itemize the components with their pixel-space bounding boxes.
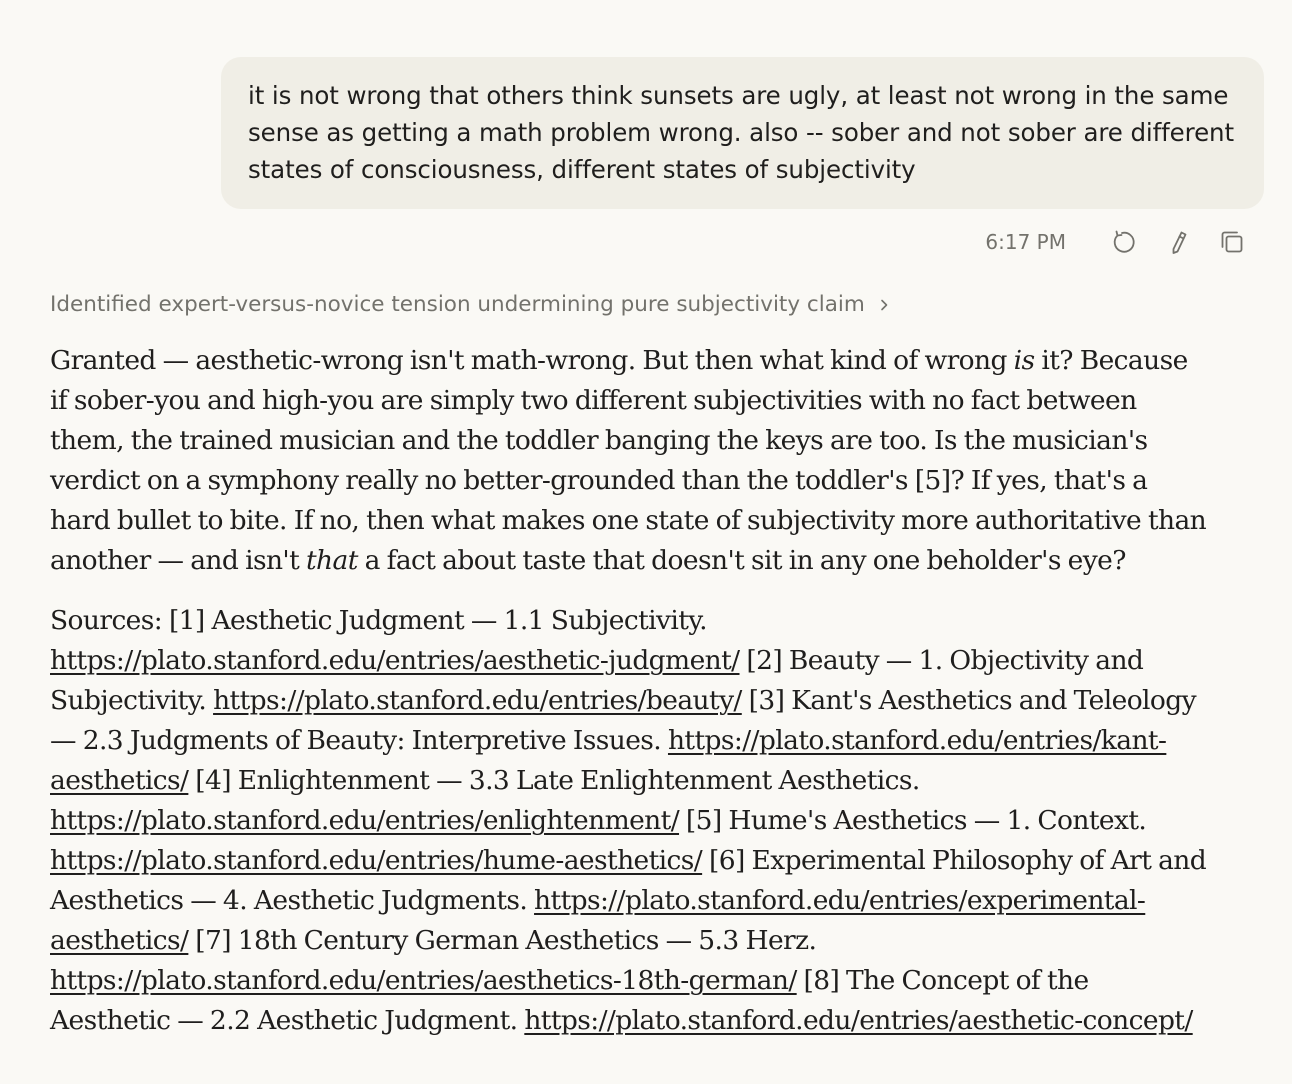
response-text: it? Because if sober-you and high-you are simply two different subjectivities with no fact between them, the trained musician and the toddler banging the keys are too. Is the musician's verdict on a symphony really no better-grounded than the toddler's [5]? If yes, that's a hard bullet to bite. If no, then what makes one state of subjectivity more authoritative than another — and isn't	[50, 345, 1207, 576]
source-label: [7] 18th Century German Aesthetics — 5.3 Herz.	[195, 925, 817, 956]
user-message-text: it is not wrong that others think sunsets are ugly, at least not wrong in the same sense as getting a math problem wrong. also -- sober and not sober are different states of consciousness, different states of subjectivity	[248, 81, 1234, 184]
source-label: [6] Experimental Philosophy of Art and Aesthetics — 4. Aesthetic Judgments.	[50, 845, 1207, 916]
source-link[interactable]: https://plato.stanford.edu/entries/enlightenment/	[50, 805, 680, 836]
edit-button[interactable]	[1158, 222, 1198, 262]
user-message-bubble	[221, 57, 1264, 209]
source-label: [4] Enlightenment — 3.3 Late Enlightenment Aesthetics.	[195, 765, 920, 796]
retry-icon	[1110, 228, 1138, 256]
copy-icon	[1218, 228, 1246, 256]
source-link[interactable]: https://plato.stanford.edu/entries/kant-aesthetics/	[50, 725, 1167, 796]
source-label: [8] The Concept of the Aesthetic — 2.2 Aesthetic Judgment.	[50, 965, 1089, 1036]
response-paragraph	[50, 341, 1210, 581]
source-link[interactable]: https://plato.stanford.edu/entries/experimental-aesthetics/	[50, 885, 1146, 956]
thinking-summary-text: Identified expert-versus-novice tension undermining pure subjectivity claim	[50, 292, 865, 317]
edit-icon	[1164, 228, 1192, 256]
retry-button[interactable]	[1104, 222, 1144, 262]
assistant-response	[50, 341, 1210, 1041]
source-label: [1] Aesthetic Judgment — 1.1 Subjectivity.	[168, 605, 707, 636]
source-label: [5] Hume's Aesthetics — 1. Context.	[685, 805, 1147, 836]
copy-button[interactable]	[1212, 222, 1252, 262]
source-link[interactable]: https://plato.stanford.edu/entries/hume-aesthetics/	[50, 845, 703, 876]
sources-prefix: Sources:	[50, 605, 163, 636]
message-timestamp: 6:17 PM	[985, 230, 1066, 254]
source-link[interactable]: https://plato.stanford.edu/entries/aesthetic-judgment/	[50, 645, 740, 676]
response-emphasis: that	[306, 545, 358, 576]
response-text: Granted — aesthetic-wrong isn't math-wrong. But then what kind of wrong	[50, 345, 1014, 376]
source-link[interactable]: https://plato.stanford.edu/entries/aesthetics-18th-german/	[50, 965, 797, 996]
source-link[interactable]: https://plato.stanford.edu/entries/beauty/	[213, 685, 742, 716]
source-label: [2] Beauty — 1. Objectivity and Subjectivity.	[50, 645, 1144, 716]
response-emphasis: is	[1013, 345, 1035, 376]
source-label: [3] Kant's Aesthetics and Teleology — 2.3 Judgments of Beauty: Interpretive Issues.	[50, 685, 1197, 756]
source-link[interactable]: https://plato.stanford.edu/entries/aesthetic-concept/	[524, 1005, 1193, 1036]
sources-paragraph	[50, 601, 1210, 1041]
thinking-summary-toggle[interactable]	[50, 292, 891, 317]
message-actions	[985, 222, 1252, 262]
chevron-right-icon	[877, 298, 891, 312]
response-text: a fact about taste that doesn't sit in any one beholder's eye?	[357, 545, 1126, 576]
